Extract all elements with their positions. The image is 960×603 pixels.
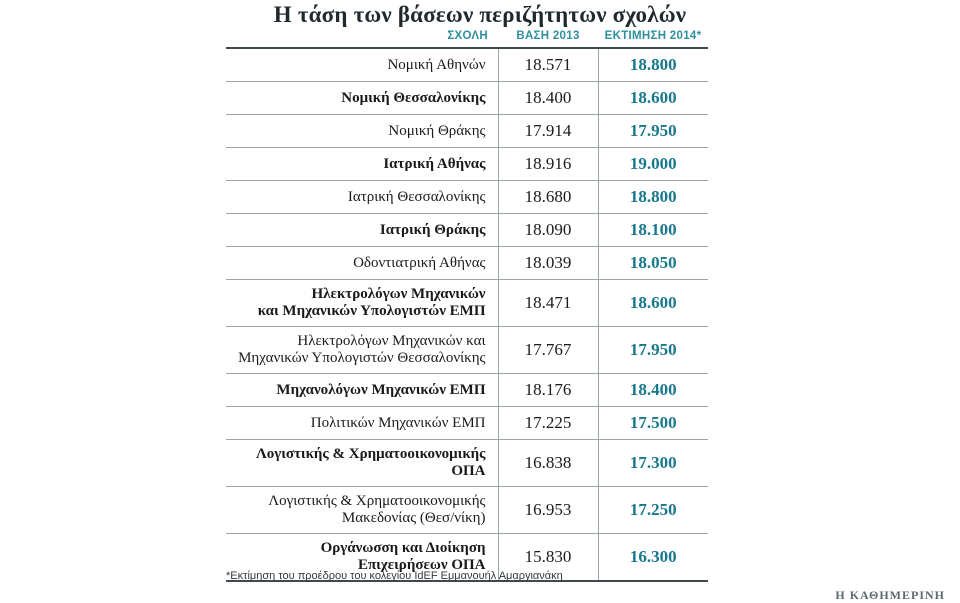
column-header-school: ΣΧΟΛΗ	[447, 30, 488, 42]
table-row	[226, 280, 708, 327]
table-row	[226, 115, 708, 148]
school-name-line: Ιατρική Αθήνας	[383, 155, 486, 172]
table-row	[226, 181, 708, 214]
school-name-line: Πολιτικών Μηχανικών ΕΜΠ	[310, 414, 486, 431]
school-name-line: Ηλεκτρολόγων Μηχανικών και	[297, 333, 486, 349]
table-row	[226, 48, 708, 82]
page-title: Η τάση των βάσεων περιζήτητων σχολών	[273, 2, 687, 27]
cell-base-2013: 18.176	[498, 374, 598, 407]
cell-school-name	[226, 48, 498, 82]
cell-estimate-2014: 17.300	[629, 453, 677, 472]
table-header	[226, 30, 708, 48]
cell-estimate-2014: 18.100	[629, 220, 677, 239]
table-row	[226, 82, 708, 115]
cell-school-name	[226, 440, 498, 487]
cell-base-2013: 18.571	[498, 48, 598, 82]
cell-base-2013: 18.090	[498, 214, 598, 247]
column-header-estimate-2014: ΕΚΤΙΜΗΣΗ 2014*	[604, 30, 702, 42]
cell-estimate-2014: 18.800	[629, 187, 677, 206]
cell-school-name	[226, 148, 498, 181]
school-name-line: Νομική Θράκης	[388, 122, 486, 139]
cell-base-2013: 17.914	[498, 115, 598, 148]
table-row	[226, 214, 708, 247]
cell-base-2013: 16.838	[498, 440, 598, 487]
school-name-line: Λογιστικής & Χρηματοοικονομικής	[268, 493, 486, 509]
table-row	[226, 327, 708, 374]
school-name-line: Λογιστικής & Χρηματοοικονομικής ΟΠΑ	[255, 446, 486, 479]
cell-estimate-2014: 16.300	[629, 547, 677, 566]
school-name-line: Επιχειρήσεων ΟΠΑ	[357, 557, 486, 573]
school-name-line: Νομική Θεσσαλονίκης	[341, 89, 486, 106]
school-name-line: Οργάνωσση και Διοίκηση	[320, 540, 486, 556]
cell-school-name	[226, 181, 498, 214]
cell-base-2013: 17.767	[498, 327, 598, 374]
cell-estimate-2014: 17.950	[629, 121, 677, 140]
school-name-line: Οδοντιατρική Αθήνας	[353, 254, 486, 271]
column-header-base-2013: ΒΑΣΗ 2013	[516, 30, 580, 42]
cell-school-name	[226, 214, 498, 247]
cell-school-name	[226, 247, 498, 280]
table-row	[226, 247, 708, 280]
table-row	[226, 148, 708, 181]
cell-estimate-2014: 18.800	[629, 55, 677, 74]
cell-estimate-2014: 17.500	[629, 413, 677, 432]
school-name-line: και Μηχανικών Υπολογιστών ΕΜΠ	[257, 303, 486, 319]
table-header-row	[226, 30, 708, 48]
cell-base-2013: 17.225	[498, 407, 598, 440]
table-row	[226, 407, 708, 440]
school-name-line: Ηλεκτρολόγων Μηχανικών	[311, 286, 486, 302]
cell-school-name	[226, 115, 498, 148]
table-row	[226, 440, 708, 487]
cell-school-name	[226, 82, 498, 115]
school-name-line: Νομική Αθηνών	[387, 56, 486, 73]
cell-base-2013: 18.680	[498, 181, 598, 214]
footnote: *Εκτίμηση του προέδρου του κολεγίου IdEF Εμμανουήλ Αμαργιανάκη	[226, 570, 563, 582]
cell-estimate-2014: 18.600	[629, 293, 677, 312]
cell-school-name	[226, 407, 498, 440]
cell-base-2013: 18.400	[498, 82, 598, 115]
table-row	[226, 374, 708, 407]
cell-base-2013: 16.953	[498, 487, 598, 534]
cell-school-name	[226, 280, 498, 327]
table-row	[226, 487, 708, 534]
school-name-line: Μηχανολόγων Μηχανικών ΕΜΠ	[276, 381, 486, 398]
cell-estimate-2014: 18.050	[629, 253, 677, 272]
cell-estimate-2014: 19.000	[629, 154, 677, 173]
cell-base-2013: 18.916	[498, 148, 598, 181]
cell-base-2013: 15.830	[498, 534, 598, 582]
cell-school-name	[226, 374, 498, 407]
cell-estimate-2014: 18.400	[629, 380, 677, 399]
cell-base-2013: 18.471	[498, 280, 598, 327]
publisher-logo: Η ΚΑΘΗΜΕΡΙΝΗ	[835, 588, 945, 602]
table-body	[226, 48, 708, 581]
data-table-container	[226, 30, 708, 582]
cell-estimate-2014: 18.600	[629, 88, 677, 107]
cell-school-name	[226, 327, 498, 374]
cell-school-name	[226, 487, 498, 534]
cell-base-2013: 18.039	[498, 247, 598, 280]
school-name-line: Μακεδονίας (Θεσ/νίκη)	[341, 510, 486, 526]
school-name-line: Ιατρική Θεσσαλονίκης	[347, 188, 486, 205]
school-name-line: Μηχανικών Υπολογιστών Θεσσαλονίκης	[238, 350, 486, 366]
school-name-line: Ιατρική Θράκης	[379, 221, 486, 238]
cell-estimate-2014: 17.950	[629, 340, 677, 359]
cell-estimate-2014: 17.250	[629, 500, 677, 519]
data-table	[226, 30, 708, 582]
